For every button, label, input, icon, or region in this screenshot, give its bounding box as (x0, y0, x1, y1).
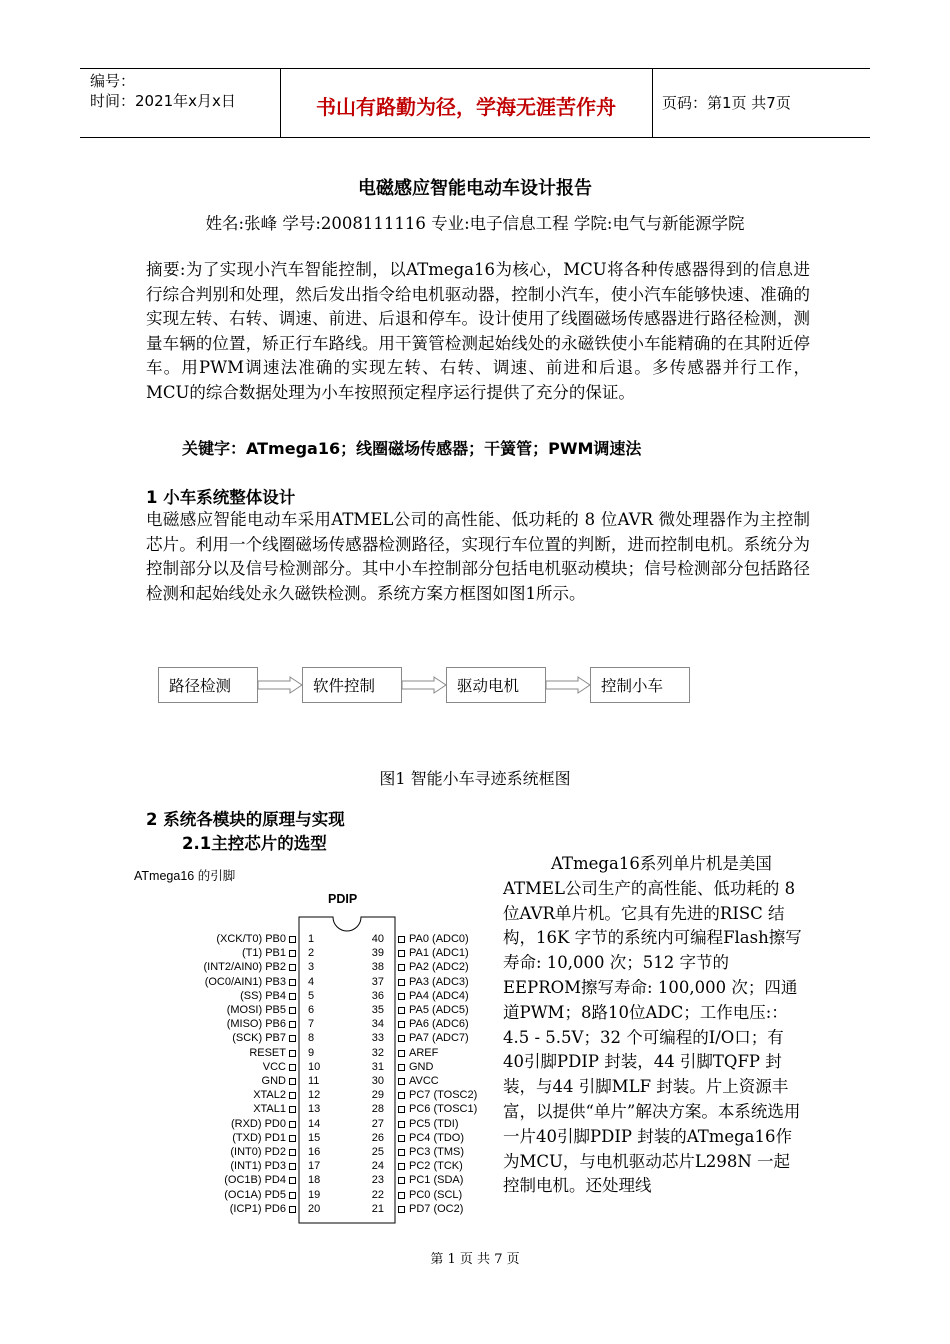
right-pin-name: PA6 (ADC6) (409, 1018, 469, 1031)
left-pin-number: 6 (308, 1004, 315, 1016)
section-2-1-heading: 2.1主控芯片的选型 (182, 834, 327, 853)
left-pin-name: (INT1) PD3 (230, 1160, 286, 1173)
abstract: 摘要:为了实现小汽车智能控制，以ATmega16为核心，MCU将各种传感器得到的信息进行综合判别和处理，然后发出指令给电机驱动器，控制小汽车，使小汽车能够快速、准确的实现左转、右转、调速、前进、后退和停车。设计使用了线圈磁场传感器进行路径检测，测量车辆的位置，矫正行车路线。用干簧管检测起始线处的永磁铁使小车能精确的在其附近停车。用PWM调速法准确的实现左转、右转、调速、前进和后退。多传感器并行工作，MCU的综合数据处理为小车按照预定程序运行提供了充分的保证。 (146, 260, 810, 402)
left-pin-pad (289, 1121, 296, 1128)
right-pin-name: PC3 (TMS) (409, 1146, 464, 1158)
left-pin-number: 20 (308, 1202, 321, 1215)
left-pin-number: 4 (308, 975, 315, 988)
arrow-3 (546, 676, 592, 694)
right-pin-number: 28 (371, 1103, 384, 1116)
right-pin-number: 23 (371, 1174, 384, 1187)
left-pin-pad (289, 1007, 296, 1014)
left-pin-pad (289, 1050, 296, 1057)
right-pin-name: PD7 (OC2) (409, 1202, 464, 1215)
right-pin-pad (398, 1092, 405, 1099)
left-pin-name: (RXD) PD0 (230, 1117, 286, 1130)
right-pin-name: PC2 (TCK) (409, 1160, 463, 1173)
left-pin-pad (289, 1035, 296, 1042)
left-pin-number: 1 (308, 933, 315, 945)
left-pin-name: (T1) PB1 (241, 947, 286, 960)
serial-label: 编号： (90, 72, 136, 90)
right-pin-pad (398, 1035, 405, 1042)
figure-caption: 图1 智能小车寻迹系统框图 (379, 769, 571, 788)
right-pin-pad (398, 1135, 405, 1142)
right-pin-name: PA4 (ADC4) (409, 989, 469, 1002)
left-pin-name: (OC1A) PD5 (224, 1188, 286, 1201)
left-pin-name: VCC (262, 1060, 286, 1073)
left-pin-name: XTAL1 (253, 1103, 286, 1116)
right-pin-number: 34 (371, 1018, 384, 1031)
left-pin-name: (SS) PB4 (240, 989, 286, 1002)
header-motto-cell (280, 69, 653, 137)
right-pin-number: 30 (371, 1075, 384, 1087)
left-pin-pad (289, 1064, 296, 1071)
left-pin-pad (289, 993, 296, 1000)
right-pin-name: PC6 (TOSC1) (409, 1103, 478, 1116)
arrow-2 (402, 676, 448, 694)
left-pin-name: (OC0/AIN1) PB3 (204, 975, 286, 988)
right-pin-number: 27 (371, 1117, 384, 1130)
right-pin-name: PC7 (TOSC2) (409, 1089, 478, 1102)
left-pin-pad (289, 1135, 296, 1142)
author-info: 姓名:张峰 学号:2008111116 专业:电子信息工程 学院:电气与新能源学院 (205, 214, 745, 233)
right-pin-number: 24 (371, 1160, 384, 1173)
left-pin-pad (289, 1149, 296, 1156)
right-pin-number: 22 (371, 1188, 384, 1201)
section-1-heading: 1 小车系统整体设计 (146, 488, 296, 507)
right-pin-name: PA2 (ADC2) (409, 961, 469, 974)
left-pin-name: GND (261, 1075, 286, 1087)
left-pin-name: (INT2/AIN0) PB2 (203, 961, 286, 974)
document-title: 电磁感应智能电动车设计报告 (358, 178, 592, 199)
right-pin-name: PA5 (ADC5) (409, 1004, 469, 1016)
chip-caption: ATmega16 的引脚 (134, 869, 236, 883)
right-pin-name: GND (409, 1060, 434, 1073)
box-drive-motor: 驱动电机 (446, 667, 546, 703)
left-pin-number: 14 (308, 1117, 321, 1130)
left-pin-pad (289, 1163, 296, 1170)
box-control-car: 控制小车 (590, 667, 690, 703)
left-pin-name: (INT0) PD2 (230, 1146, 286, 1158)
left-pin-name: XTAL2 (253, 1089, 286, 1102)
right-pin-number: 25 (371, 1146, 384, 1158)
right-pin-number: 32 (371, 1046, 384, 1059)
right-pin-pad (398, 1106, 405, 1113)
page-label: 页码：第1页 共7页 (662, 94, 791, 112)
right-pin-name: PC1 (SDA) (409, 1174, 464, 1187)
left-pin-number: 19 (308, 1188, 321, 1201)
right-pin-number: 39 (371, 947, 384, 960)
right-pin-number: 35 (371, 1004, 384, 1016)
right-pin-pad (398, 1064, 405, 1071)
left-pin-number: 18 (308, 1174, 321, 1187)
left-pin-number: 2 (308, 947, 315, 960)
date-label: 时间：2021年x月x日 (90, 92, 236, 110)
section-1-body: 电磁感应智能电动车采用ATMEL公司的高性能、低功耗的 8 位AVR 微处理器作为主控制芯片。利用一个线圈磁场传感器检测路径，实现行车位置的判断，进而控制电机。系统分为控制部分以及信号检测部分。其中小车控制部分包括电机驱动模块；信号检测部分包括路径检测和起始线处永久磁铁检测。系统方案方框图如图1所示。 (146, 510, 810, 603)
header-page-cell (652, 69, 870, 137)
left-pin-number: 16 (308, 1146, 321, 1158)
left-pin-number: 11 (308, 1075, 320, 1087)
section-2-1-body: ATmega16系列单片机是美国ATMEL公司生产的高性能、低功耗的 8 位AVR单片机。它具有先进的RISC 结构，16K 字节的系统内可编程Flash擦写寿命: 10,000 次；512 字节的EEPROM擦写寿命: 100,000 次；四通道PWM；8路10位ADC；工作电压:：4.5 - 5.5V；32 个可编程的I/O口；有40引脚PDIP 封装，44 引脚TQFP 封装，与44 引脚MLF 封装。片上资源丰富，以提供“单片”解决方案。本系统选用一片40引脚PDIP 封装的ATmega16作为MCU，与电机驱动芯片L298N 一起控制电机。还处理线 (503, 854, 802, 1196)
left-pin-number: 15 (308, 1131, 321, 1144)
right-pin-number: 37 (371, 975, 384, 988)
left-pin-pad (289, 1106, 296, 1113)
chip-package: PDIP (328, 892, 358, 906)
right-pin-pad (398, 1163, 405, 1170)
right-pin-pad (398, 1192, 405, 1199)
right-pin-pad (398, 1078, 405, 1085)
right-pin-number: 26 (371, 1131, 384, 1144)
left-pin-name: (MISO) PB6 (226, 1018, 286, 1031)
right-pin-number: 33 (371, 1032, 384, 1045)
right-pin-pad (398, 993, 405, 1000)
left-pin-pad (289, 1192, 296, 1199)
left-pin-name: (MOSI) PB5 (226, 1004, 286, 1016)
right-pin-pad (398, 979, 405, 986)
right-pin-pad (398, 964, 405, 971)
left-pin-number: 17 (308, 1160, 321, 1173)
right-pin-pad (398, 1149, 405, 1156)
right-pin-pad (398, 1007, 405, 1014)
left-pin-pad (289, 964, 296, 971)
right-pin-number: 21 (371, 1202, 384, 1215)
left-pin-number: 8 (308, 1032, 315, 1045)
right-pin-number: 38 (371, 961, 384, 974)
left-pin-pad (289, 950, 296, 957)
right-pin-name: PC5 (TDI) (409, 1117, 459, 1130)
section-2-heading: 2 系统各模块的原理与实现 (146, 810, 345, 829)
right-pin-name: PC4 (TDO) (409, 1131, 464, 1144)
arrow-1 (258, 676, 304, 694)
page-header (80, 68, 870, 138)
box-path-detect: 路径检测 (158, 667, 258, 703)
keywords: 关键字：ATmega16；线圈磁场传感器；干簧管；PWM调速法 (182, 439, 642, 458)
right-pin-pad (398, 1206, 405, 1213)
left-pin-number: 9 (308, 1046, 315, 1059)
left-pin-name: RESET (249, 1046, 286, 1059)
left-pin-pad (289, 1206, 296, 1213)
page-footer: 第 1 页 共 7 页 (430, 1252, 520, 1267)
left-pin-name: (SCK) PB7 (232, 1032, 286, 1045)
right-pin-name: AREF (409, 1046, 439, 1059)
left-pin-name: (TXD) PD1 (232, 1131, 286, 1144)
right-pin-name: PA1 (ADC1) (409, 947, 469, 960)
left-pin-name: (XCK/T0) PB0 (216, 933, 286, 945)
left-pin-name: (ICP1) PD6 (229, 1202, 286, 1215)
left-pin-pad (289, 1092, 296, 1099)
right-pin-name: AVCC (409, 1075, 439, 1087)
right-pin-number: 29 (371, 1089, 384, 1102)
right-pin-number: 31 (371, 1060, 384, 1073)
left-pin-number: 12 (308, 1089, 321, 1102)
right-pin-pad (398, 1121, 405, 1128)
left-pin-number: 10 (308, 1060, 321, 1073)
right-pin-pad (398, 936, 405, 943)
left-pin-pad (289, 936, 296, 943)
left-pin-pad (289, 1177, 296, 1184)
left-pin-number: 5 (308, 989, 315, 1002)
right-pin-number: 40 (371, 933, 384, 945)
right-pin-name: PA3 (ADC3) (409, 975, 469, 988)
right-pin-name: PA0 (ADC0) (409, 933, 469, 945)
right-pin-name: PC0 (SCL) (409, 1188, 463, 1201)
right-pin-number: 36 (371, 989, 384, 1002)
left-pin-number: 3 (308, 961, 315, 974)
right-pin-pad (398, 1021, 405, 1028)
left-pin-number: 7 (308, 1018, 315, 1031)
right-pin-pad (398, 1177, 405, 1184)
left-pin-pad (289, 1078, 296, 1085)
right-pin-pad (398, 1050, 405, 1057)
header-left-cell (80, 69, 281, 137)
left-pin-number: 13 (308, 1103, 321, 1116)
left-pin-pad (289, 979, 296, 986)
right-pin-name: PA7 (ADC7) (409, 1032, 469, 1045)
motto: 书山有路勤为径，学海无涯苦作舟 (316, 95, 616, 119)
box-software-control: 软件控制 (302, 667, 402, 703)
left-pin-name: (OC1B) PD4 (224, 1174, 286, 1187)
left-pin-pad (289, 1021, 296, 1028)
right-pin-pad (398, 950, 405, 957)
